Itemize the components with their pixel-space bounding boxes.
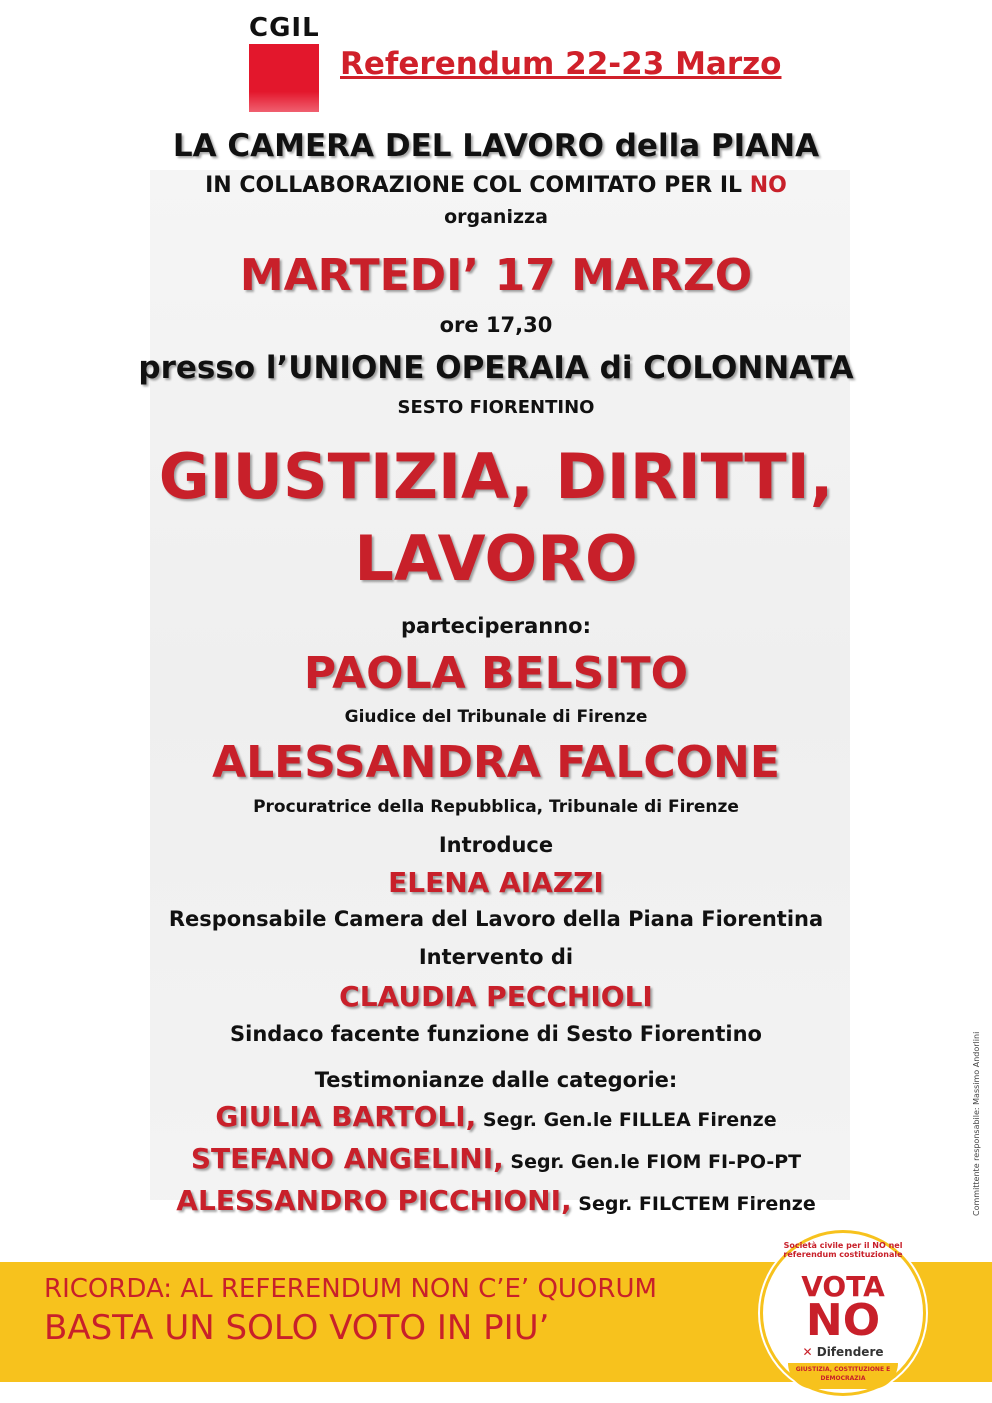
testimony-3-role: Segr. FILCTEM Firenze (571, 1193, 816, 1215)
badge-difendere-text: Difendere (816, 1345, 884, 1359)
testimonianze-label: Testimonianze dalle categorie: (314, 1068, 678, 1092)
speaker-3-name: ELENA AIAZZI (388, 866, 604, 899)
cgil-logo-box (249, 44, 319, 112)
badge-ring-text: Società civile per il NO nel referendum costituzionale (783, 1241, 903, 1259)
vota-no-badge (760, 1230, 926, 1396)
speaker-1-name: PAOLA BELSITO (303, 648, 689, 699)
cgil-logo (249, 14, 319, 112)
event-venue: presso l’UNIONE OPERAIA di COLONNATA (138, 350, 854, 386)
testimony-3 (0, 1184, 992, 1217)
collaboration-no: NO (749, 173, 787, 198)
event-date: MARTEDI’ 17 MARZO (239, 250, 753, 301)
speaker-4-name: CLAUDIA PECCHIOLI (339, 980, 653, 1013)
title-line-2: LAVORO (354, 522, 638, 595)
testimony-1-role: Segr. Gen.le FILLEA Firenze (476, 1109, 777, 1131)
badge-difendere (763, 1345, 923, 1359)
speaker-2-name: ALESSANDRA FALCONE (212, 737, 780, 788)
organizza-label: organizza (444, 206, 548, 228)
collaboration-text: IN COLLABORAZIONE COL COMITATO PER IL (205, 173, 750, 198)
event-city: SESTO FIORENTINO (397, 397, 595, 418)
cgil-logo-text: CGIL (249, 13, 320, 43)
committente-note: Committente responsabile: Massimo Andorlini (972, 1031, 981, 1216)
testimony-3-name: ALESSANDRO PICCHIONI, (176, 1184, 572, 1217)
testimony-2 (0, 1142, 992, 1175)
testimony-1 (0, 1100, 992, 1133)
speaker-2-role: Procuratrice della Repubblica, Tribunale di Firenze (253, 797, 739, 817)
footer-line-2: BASTA UN SOLO VOTO IN PIU’ (44, 1308, 550, 1348)
introduce-label: Introduce (438, 833, 554, 857)
speaker-3-role: Responsabile Camera del Lavoro della Piana Fiorentina (168, 907, 824, 931)
badge-vota: VOTA (801, 1270, 885, 1303)
testimony-2-name: STEFANO ANGELINI, (190, 1142, 504, 1175)
referendum-date-title: Referendum 22-23 Marzo (340, 46, 782, 82)
badge-no: NO (805, 1295, 881, 1346)
event-time: ore 17,30 (439, 313, 553, 337)
organizer-line: LA CAMERA DEL LAVORO della PIANA (172, 128, 820, 164)
testimony-1-name: GIULIA BARTOLI, (215, 1100, 477, 1133)
title-line-1: GIUSTIZIA, DIRITTI, (158, 440, 834, 513)
collaboration-line (0, 173, 992, 198)
speaker-1-role: Giudice del Tribunale di Firenze (344, 707, 648, 727)
testimony-2-role: Segr. Gen.le FIOM FI-PO-PT (503, 1151, 802, 1173)
participants-label: parteciperanno: (400, 614, 591, 638)
intervento-label: Intervento di (418, 945, 574, 969)
badge-footer: GIUSTIZIA, COSTITUZIONE E DEMOCRAZIA (788, 1363, 898, 1389)
speaker-4-role: Sindaco facente funzione di Sesto Fiorentino (230, 1022, 762, 1046)
footer-line-1: RICORDA: AL REFERENDUM NON C’E’ QUORUM (44, 1274, 657, 1304)
cross-icon: ✕ (802, 1345, 813, 1359)
